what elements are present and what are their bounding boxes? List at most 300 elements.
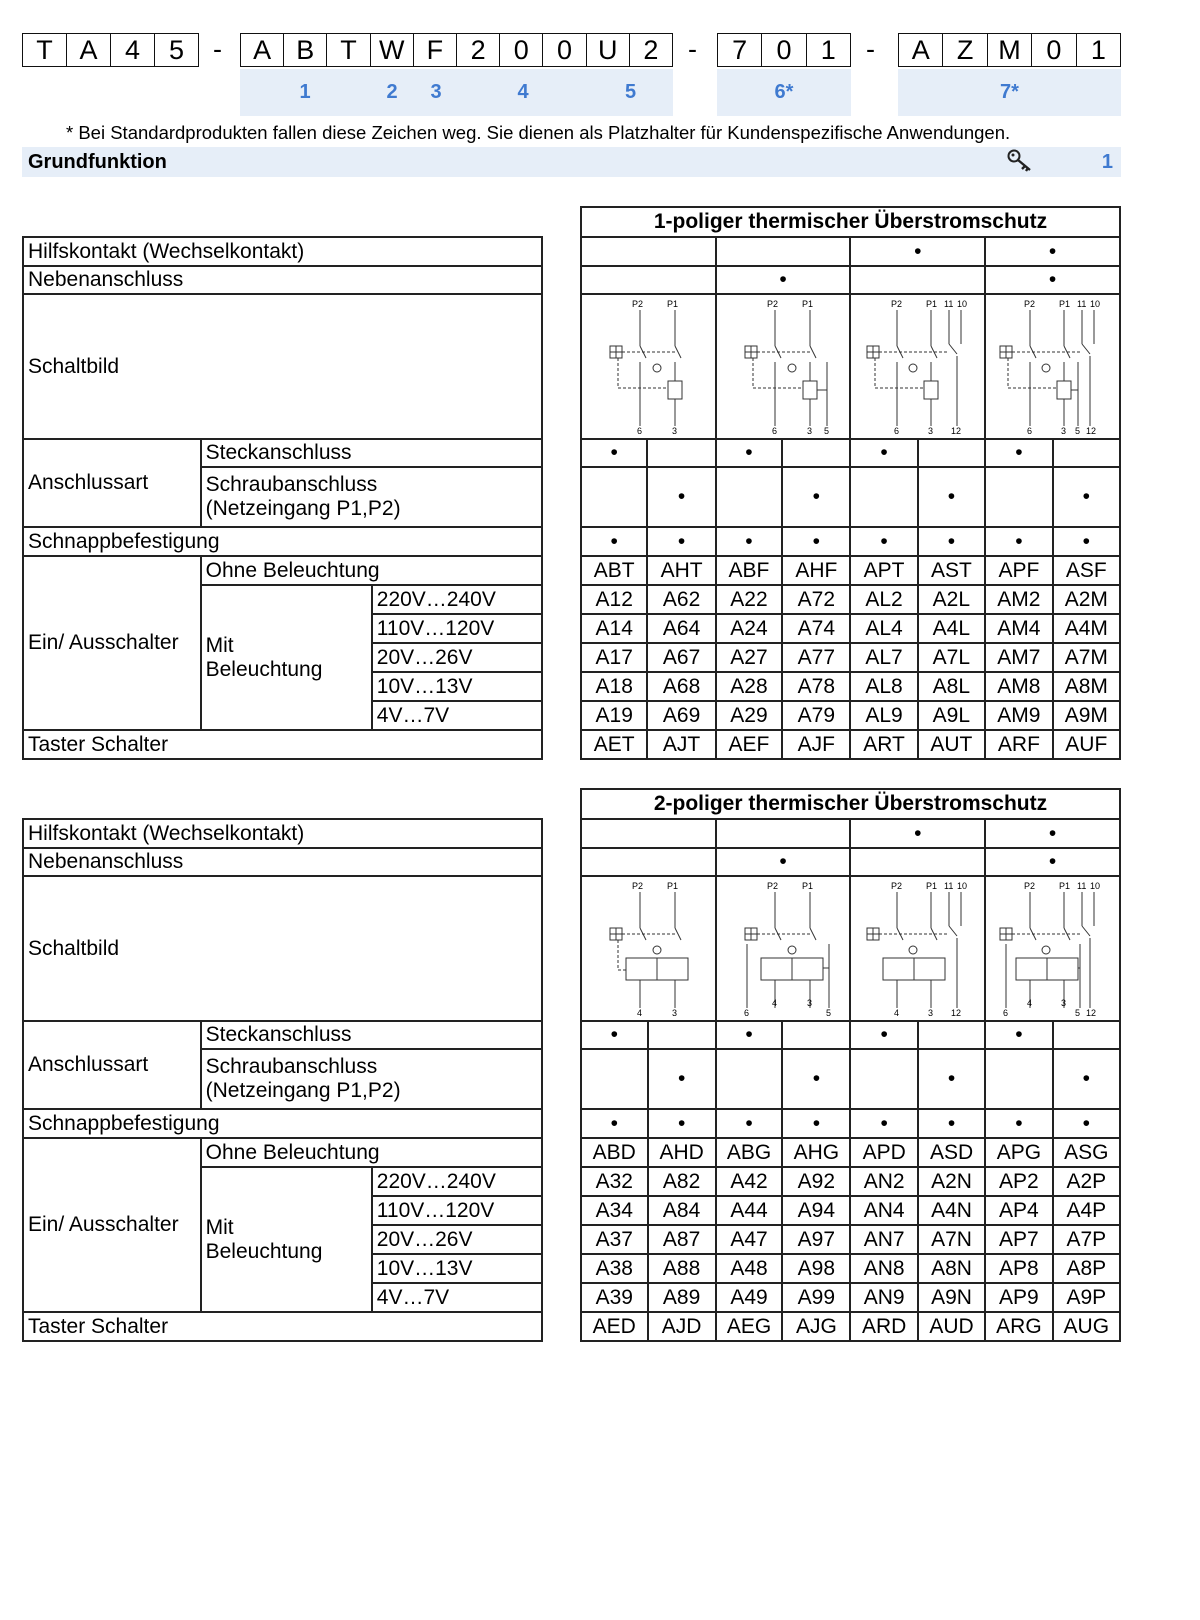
code-char: 5 bbox=[168, 35, 185, 65]
code-cell: AP7 bbox=[985, 1225, 1052, 1254]
section-number: 1 bbox=[1101, 151, 1113, 173]
code-char: U bbox=[587, 34, 630, 66]
code-cell: AP9 bbox=[985, 1283, 1052, 1312]
position-label: 6* bbox=[774, 81, 794, 103]
schnapp-cell: • bbox=[918, 527, 986, 556]
label-voltage: 10V…13V bbox=[372, 1254, 542, 1283]
code-cell: APF bbox=[985, 556, 1052, 585]
code-char: W bbox=[371, 34, 414, 66]
schraub-cell bbox=[716, 1049, 783, 1109]
code-cell: ART bbox=[850, 730, 917, 759]
label-voltage: 110V…120V bbox=[372, 614, 542, 643]
right-table-1 bbox=[580, 206, 1121, 760]
schnapp-cell: • bbox=[1053, 1109, 1120, 1138]
schraub-cell: • bbox=[648, 1049, 716, 1109]
code-cell: APG bbox=[985, 1138, 1052, 1167]
code-cell: AJF bbox=[782, 730, 850, 759]
code-cell: A92 bbox=[782, 1167, 850, 1196]
terminal-label: 10 bbox=[1090, 881, 1101, 891]
code-cell: A27 bbox=[716, 643, 782, 672]
label-schraubanschluss-line-1: Schraubanschluss bbox=[205, 473, 378, 496]
nebenanschluss-cell bbox=[581, 266, 716, 294]
hilfskontakt-cell: • bbox=[850, 819, 985, 848]
code-cell: ASD bbox=[918, 1138, 985, 1167]
position-label: 4 bbox=[517, 81, 529, 103]
code-char: B bbox=[284, 34, 327, 66]
terminal-label: 12 bbox=[1086, 1008, 1097, 1018]
terminal-label: P1 bbox=[667, 299, 679, 309]
steck-cell: • bbox=[985, 1021, 1052, 1049]
code-cell: A82 bbox=[648, 1167, 716, 1196]
position-label-group-3 bbox=[717, 69, 851, 116]
terminal-label: 10 bbox=[957, 299, 968, 309]
code-cell: A44 bbox=[716, 1196, 783, 1225]
label-hilfskontakt: Hilfskontakt (Wechselkontakt) bbox=[23, 819, 542, 848]
code-cell: A34 bbox=[581, 1196, 648, 1225]
code-cell: A38 bbox=[581, 1254, 648, 1283]
code-cell: AN7 bbox=[850, 1225, 917, 1254]
code-char: T bbox=[23, 34, 67, 66]
label-schaltbild: Schaltbild bbox=[23, 876, 542, 1021]
label-voltage: 4V…7V bbox=[372, 1283, 542, 1312]
terminal-label: 6 bbox=[771, 426, 777, 436]
code-cell: A78 bbox=[782, 672, 850, 701]
code-cell: A9M bbox=[1053, 701, 1120, 730]
hilfskontakt-cell: • bbox=[850, 237, 985, 266]
code-cell: A7L bbox=[918, 643, 986, 672]
schnapp-cell: • bbox=[581, 1109, 648, 1138]
position-label-group-4 bbox=[898, 69, 1121, 116]
code-char: 7 bbox=[718, 34, 762, 66]
nebenanschluss-cell: • bbox=[985, 266, 1120, 294]
terminal-label: 10 bbox=[957, 881, 968, 891]
code-cell: A8M bbox=[1053, 672, 1120, 701]
code-cell: AJD bbox=[648, 1312, 716, 1341]
label-anschlussart: Anschlussart bbox=[23, 1021, 201, 1109]
label-ein-aus: Ein/ Ausschalter bbox=[23, 556, 201, 730]
footnote: * Bei Standardprodukten fallen diese Zeichen weg. Sie dienen als Platzhalter für Kundenspezifische Anwendungen. bbox=[66, 122, 1011, 143]
code-cell: A14 bbox=[581, 614, 647, 643]
terminal-label: 3 bbox=[806, 426, 812, 436]
schraub-cell: • bbox=[918, 467, 986, 527]
terminal-label: P1 bbox=[801, 299, 813, 309]
code-cell: A37 bbox=[581, 1225, 648, 1254]
label-voltage: 20V…26V bbox=[372, 1225, 542, 1254]
terminal-label: 6 bbox=[743, 1008, 749, 1018]
code-char: A bbox=[899, 34, 943, 66]
code-group-2 bbox=[240, 33, 673, 67]
terminal-label: P2 bbox=[1024, 881, 1036, 891]
code-cell: A18 bbox=[581, 672, 647, 701]
terminal-label: P2 bbox=[891, 299, 903, 309]
code-char: 1 bbox=[1090, 35, 1106, 65]
terminal-label: 5 bbox=[1075, 1008, 1081, 1018]
code-cell: AEG bbox=[716, 1312, 783, 1341]
left-table-1 bbox=[22, 236, 543, 760]
steck-cell: • bbox=[581, 439, 647, 467]
code-cell: A32 bbox=[581, 1167, 648, 1196]
code-cell: ASF bbox=[1053, 556, 1120, 585]
code-cell: AM7 bbox=[985, 643, 1052, 672]
code-cell: A9P bbox=[1053, 1283, 1120, 1312]
code-cell: A84 bbox=[648, 1196, 716, 1225]
code-cell: AED bbox=[581, 1312, 648, 1341]
steck-cell bbox=[1053, 439, 1120, 467]
code-cell: APD bbox=[850, 1138, 917, 1167]
code-cell: A97 bbox=[782, 1225, 850, 1254]
label-nebenanschluss: Nebenanschluss bbox=[23, 266, 542, 294]
schraub-cell: • bbox=[782, 1049, 850, 1109]
label-mit-line-2: Beleuchtung bbox=[205, 657, 323, 681]
code-cell: AN9 bbox=[850, 1283, 917, 1312]
nebenanschluss-cell: • bbox=[716, 848, 851, 876]
code-group-1 bbox=[22, 33, 199, 67]
code-cell: A69 bbox=[647, 701, 715, 730]
schnapp-cell: • bbox=[782, 527, 850, 556]
code-char: 2 bbox=[643, 35, 659, 65]
code-cell: A49 bbox=[716, 1283, 783, 1312]
steck-cell bbox=[648, 1021, 716, 1049]
nebenanschluss-cell bbox=[850, 848, 985, 876]
terminal-label: 3 bbox=[1061, 998, 1067, 1008]
code-cell: A47 bbox=[716, 1225, 783, 1254]
position-label: 1 bbox=[299, 81, 311, 103]
position-label: 5 bbox=[624, 81, 637, 103]
code-cell: A7N bbox=[918, 1225, 985, 1254]
terminal-label: P2 bbox=[632, 299, 644, 309]
code-char: 0 bbox=[1032, 34, 1076, 66]
terminal-label: 12 bbox=[951, 1008, 962, 1018]
code-cell: AP8 bbox=[985, 1254, 1052, 1283]
position-label: 7* bbox=[1000, 81, 1019, 103]
hilfskontakt-cell bbox=[716, 237, 851, 266]
label-taster: Taster Schalter bbox=[23, 1312, 542, 1341]
steck-cell: • bbox=[850, 439, 917, 467]
hilfskontakt-cell bbox=[581, 819, 716, 848]
label-mit-beleuchtung bbox=[201, 585, 372, 730]
steck-cell: • bbox=[985, 439, 1052, 467]
code-char: 0 bbox=[500, 34, 543, 66]
table-title: 1-poliger thermischer Überstromschutz bbox=[581, 207, 1120, 237]
label-schraubanschluss bbox=[201, 1049, 542, 1109]
code-cell: AN8 bbox=[850, 1254, 917, 1283]
key-icon bbox=[1007, 149, 1033, 173]
code-cell: A8L bbox=[918, 672, 986, 701]
schaltbild-1pol-a bbox=[581, 294, 716, 439]
schnapp-cell: • bbox=[648, 1109, 716, 1138]
terminal-label: 4 bbox=[771, 998, 777, 1008]
hilfskontakt-cell: • bbox=[985, 237, 1120, 266]
code-cell: A64 bbox=[647, 614, 715, 643]
code-cell: AM4 bbox=[985, 614, 1052, 643]
label-steckanschluss: Steckanschluss bbox=[201, 439, 542, 467]
code-cell: ARG bbox=[985, 1312, 1052, 1341]
schraub-cell bbox=[985, 1049, 1052, 1109]
schnapp-cell: • bbox=[850, 1109, 917, 1138]
schaltbild-1pol-d bbox=[985, 294, 1120, 439]
terminal-label: 3 bbox=[806, 998, 812, 1008]
terminal-label: 11 bbox=[1077, 299, 1087, 309]
code-cell: AHT bbox=[647, 556, 715, 585]
code-cell: A8N bbox=[918, 1254, 985, 1283]
label-schraubanschluss-line-2: (Netzeingang P1,P2) bbox=[205, 1079, 401, 1102]
label-hilfskontakt: Hilfskontakt (Wechselkontakt) bbox=[23, 237, 542, 266]
label-voltage: 110V…120V bbox=[372, 1196, 542, 1225]
code-cell: AEF bbox=[716, 730, 782, 759]
terminal-label: 11 bbox=[944, 299, 954, 309]
code-cell: AL2 bbox=[850, 585, 917, 614]
steck-cell bbox=[918, 1021, 985, 1049]
schaltbild-2pol-d bbox=[985, 876, 1120, 1021]
label-steckanschluss: Steckanschluss bbox=[201, 1021, 542, 1049]
code-cell: A88 bbox=[648, 1254, 716, 1283]
schaltbild-2pol-a bbox=[581, 876, 716, 1021]
code-cell: A72 bbox=[782, 585, 850, 614]
code-char: 2 bbox=[457, 34, 500, 66]
schnapp-cell: • bbox=[581, 527, 647, 556]
terminal-label: 5 bbox=[1075, 426, 1081, 436]
terminal-label: 11 bbox=[944, 881, 954, 891]
hilfskontakt-cell: • bbox=[985, 819, 1120, 848]
steck-cell: • bbox=[581, 1021, 648, 1049]
schnapp-cell: • bbox=[1053, 527, 1120, 556]
code-cell: AUT bbox=[918, 730, 986, 759]
schnapp-cell: • bbox=[985, 1109, 1052, 1138]
terminal-label: P1 bbox=[926, 299, 938, 309]
code-cell: AET bbox=[581, 730, 647, 759]
section-title: Grundfunktion bbox=[28, 151, 167, 173]
nebenanschluss-cell: • bbox=[716, 266, 851, 294]
label-mit-line-1: Mit bbox=[205, 633, 234, 657]
code-char: 0 bbox=[543, 34, 586, 66]
code-cell: A39 bbox=[581, 1283, 648, 1312]
schraub-cell bbox=[985, 467, 1052, 527]
terminal-label: P2 bbox=[891, 881, 903, 891]
code-cell: AL8 bbox=[850, 672, 917, 701]
terminal-label: 3 bbox=[1061, 426, 1067, 436]
steck-cell: • bbox=[716, 1021, 783, 1049]
schraub-cell bbox=[850, 1049, 917, 1109]
code-cell: ASG bbox=[1053, 1138, 1120, 1167]
schnapp-cell: • bbox=[918, 1109, 985, 1138]
code-cell: A48 bbox=[716, 1254, 783, 1283]
code-cell: A2M bbox=[1053, 585, 1120, 614]
code-cell: AUF bbox=[1053, 730, 1120, 759]
code-cell: A24 bbox=[716, 614, 782, 643]
schaltbild-1pol-c bbox=[850, 294, 985, 439]
terminal-label: 3 bbox=[928, 426, 934, 436]
terminal-label: 4 bbox=[637, 1008, 643, 1018]
terminal-label: 5 bbox=[825, 1008, 831, 1018]
code-cell: A2L bbox=[918, 585, 986, 614]
code-cell: AM9 bbox=[985, 701, 1052, 730]
terminal-label: P2 bbox=[766, 299, 778, 309]
code-cell: A77 bbox=[782, 643, 850, 672]
terminal-label: P2 bbox=[766, 881, 778, 891]
code-cell: A98 bbox=[782, 1254, 850, 1283]
code-cell: A42 bbox=[716, 1167, 783, 1196]
code-cell: AL4 bbox=[850, 614, 917, 643]
code-cell: AHD bbox=[648, 1138, 716, 1167]
code-dash: - bbox=[866, 34, 875, 64]
left-table-2 bbox=[22, 818, 543, 1342]
schnapp-cell: • bbox=[716, 1109, 783, 1138]
code-cell: A7P bbox=[1053, 1225, 1120, 1254]
terminal-label: P2 bbox=[1024, 299, 1036, 309]
schraub-cell bbox=[850, 467, 917, 527]
code-cell: AL9 bbox=[850, 701, 917, 730]
nebenanschluss-cell: • bbox=[985, 848, 1120, 876]
code-char: Z bbox=[943, 34, 987, 66]
steck-cell bbox=[918, 439, 986, 467]
label-mit-line-1: Mit bbox=[205, 1215, 234, 1239]
terminal-label: 12 bbox=[951, 426, 962, 436]
code-cell: AM2 bbox=[985, 585, 1052, 614]
nebenanschluss-cell bbox=[850, 266, 985, 294]
schraub-cell: • bbox=[647, 467, 715, 527]
terminal-label: 3 bbox=[672, 426, 678, 436]
code-cell: AJT bbox=[647, 730, 715, 759]
code-char: T bbox=[327, 34, 370, 66]
hilfskontakt-cell bbox=[581, 237, 716, 266]
code-cell: AHG bbox=[782, 1138, 850, 1167]
steck-cell: • bbox=[716, 439, 782, 467]
schraub-cell: • bbox=[918, 1049, 985, 1109]
schnapp-cell: • bbox=[782, 1109, 850, 1138]
label-voltage: 220V…240V bbox=[372, 1167, 542, 1196]
label-voltage: 20V…26V bbox=[372, 643, 542, 672]
code-cell: A7M bbox=[1053, 643, 1120, 672]
code-char: F bbox=[414, 34, 457, 66]
terminal-label: 10 bbox=[1090, 299, 1101, 309]
code-cell: A2P bbox=[1053, 1167, 1120, 1196]
code-cell: ARF bbox=[985, 730, 1052, 759]
section-header bbox=[22, 147, 1121, 177]
schraub-cell bbox=[716, 467, 782, 527]
code-cell: AP2 bbox=[985, 1167, 1052, 1196]
terminal-label: 5 bbox=[823, 426, 829, 436]
code-char: A bbox=[241, 34, 284, 66]
schraub-cell bbox=[581, 467, 647, 527]
code-cell: AST bbox=[918, 556, 986, 585]
schraub-cell bbox=[581, 1049, 648, 1109]
terminal-label: 3 bbox=[672, 1008, 678, 1018]
terminal-label: 4 bbox=[1027, 998, 1033, 1008]
code-cell: AM8 bbox=[985, 672, 1052, 701]
code-cell: A2N bbox=[918, 1167, 985, 1196]
code-cell: A29 bbox=[716, 701, 782, 730]
terminal-label: P2 bbox=[632, 881, 644, 891]
code-cell: ARD bbox=[850, 1312, 917, 1341]
code-cell: A9L bbox=[918, 701, 986, 730]
code-cell: A4L bbox=[918, 614, 986, 643]
label-schaltbild: Schaltbild bbox=[23, 294, 542, 439]
code-cell: A94 bbox=[782, 1196, 850, 1225]
code-cell: AL7 bbox=[850, 643, 917, 672]
position-labels-group-2 bbox=[240, 69, 673, 116]
code-cell: A74 bbox=[782, 614, 850, 643]
steck-cell: • bbox=[850, 1021, 917, 1049]
code-cell: A17 bbox=[581, 643, 647, 672]
terminal-label: P1 bbox=[1059, 881, 1071, 891]
code-cell: A67 bbox=[647, 643, 715, 672]
terminal-label: 4 bbox=[894, 1008, 900, 1018]
label-nebenanschluss: Nebenanschluss bbox=[23, 848, 542, 876]
label-schraubanschluss-line-1: Schraubanschluss bbox=[205, 1055, 378, 1078]
label-schnappbefestigung: Schnappbefestigung bbox=[23, 1109, 542, 1138]
label-ein-aus: Ein/ Ausschalter bbox=[23, 1138, 201, 1312]
schraub-cell: • bbox=[1053, 467, 1120, 527]
terminal-label: 6 bbox=[1003, 1008, 1009, 1018]
code-cell: A22 bbox=[716, 585, 782, 614]
label-voltage: 10V…13V bbox=[372, 672, 542, 701]
code-cell: A4N bbox=[918, 1196, 985, 1225]
schnapp-cell: • bbox=[850, 527, 917, 556]
code-char: M bbox=[988, 34, 1032, 66]
code-cell: AUG bbox=[1053, 1312, 1120, 1341]
steck-cell bbox=[782, 1021, 850, 1049]
steck-cell bbox=[647, 439, 715, 467]
code-cell: AN2 bbox=[850, 1167, 917, 1196]
schaltbild-2pol-c bbox=[850, 876, 985, 1021]
steck-cell bbox=[1053, 1021, 1120, 1049]
code-char: A bbox=[67, 34, 111, 66]
label-ohne-beleuchtung: Ohne Beleuchtung bbox=[201, 1138, 542, 1167]
code-cell: ABG bbox=[716, 1138, 783, 1167]
label-schraubanschluss bbox=[201, 467, 542, 527]
right-table-2 bbox=[580, 788, 1121, 1342]
code-cell: A87 bbox=[648, 1225, 716, 1254]
terminal-label: 6 bbox=[1027, 426, 1033, 436]
position-label: 3 bbox=[430, 81, 442, 103]
label-anschlussart: Anschlussart bbox=[23, 439, 201, 527]
label-schraubanschluss-line-2: (Netzeingang P1,P2) bbox=[205, 497, 401, 520]
code-cell: AHF bbox=[782, 556, 850, 585]
terminal-label: P1 bbox=[926, 881, 938, 891]
code-cell: AP4 bbox=[985, 1196, 1052, 1225]
schraub-cell: • bbox=[1053, 1049, 1120, 1109]
label-mit-beleuchtung bbox=[201, 1167, 372, 1312]
code-cell: AUD bbox=[918, 1312, 985, 1341]
code-dash: - bbox=[213, 34, 222, 64]
steck-cell bbox=[782, 439, 850, 467]
schaltbild-1pol-b bbox=[716, 294, 851, 439]
code-cell: A8P bbox=[1053, 1254, 1120, 1283]
code-cell: APT bbox=[850, 556, 917, 585]
schraub-cell: • bbox=[782, 467, 850, 527]
code-cell: A4M bbox=[1053, 614, 1120, 643]
code-cell: A68 bbox=[647, 672, 715, 701]
terminal-label: P1 bbox=[667, 881, 679, 891]
code-cell: AJG bbox=[782, 1312, 850, 1341]
code-dash: - bbox=[688, 34, 697, 64]
label-mit-line-2: Beleuchtung bbox=[205, 1239, 323, 1263]
schnapp-cell: • bbox=[716, 527, 782, 556]
terminal-label: 3 bbox=[928, 1008, 934, 1018]
code-char: 1 bbox=[820, 35, 836, 65]
terminal-label: 11 bbox=[1077, 881, 1087, 891]
terminal-label: P1 bbox=[1059, 299, 1071, 309]
label-voltage: 4V…7V bbox=[372, 701, 542, 730]
code-cell: ABD bbox=[581, 1138, 648, 1167]
code-cell: ABF bbox=[716, 556, 782, 585]
terminal-label: 6 bbox=[637, 426, 643, 436]
terminal-label: P1 bbox=[801, 881, 813, 891]
code-cell: A12 bbox=[581, 585, 647, 614]
code-cell: A62 bbox=[647, 585, 715, 614]
code-char: 0 bbox=[762, 34, 806, 66]
schaltbild-2pol-b bbox=[716, 876, 851, 1021]
